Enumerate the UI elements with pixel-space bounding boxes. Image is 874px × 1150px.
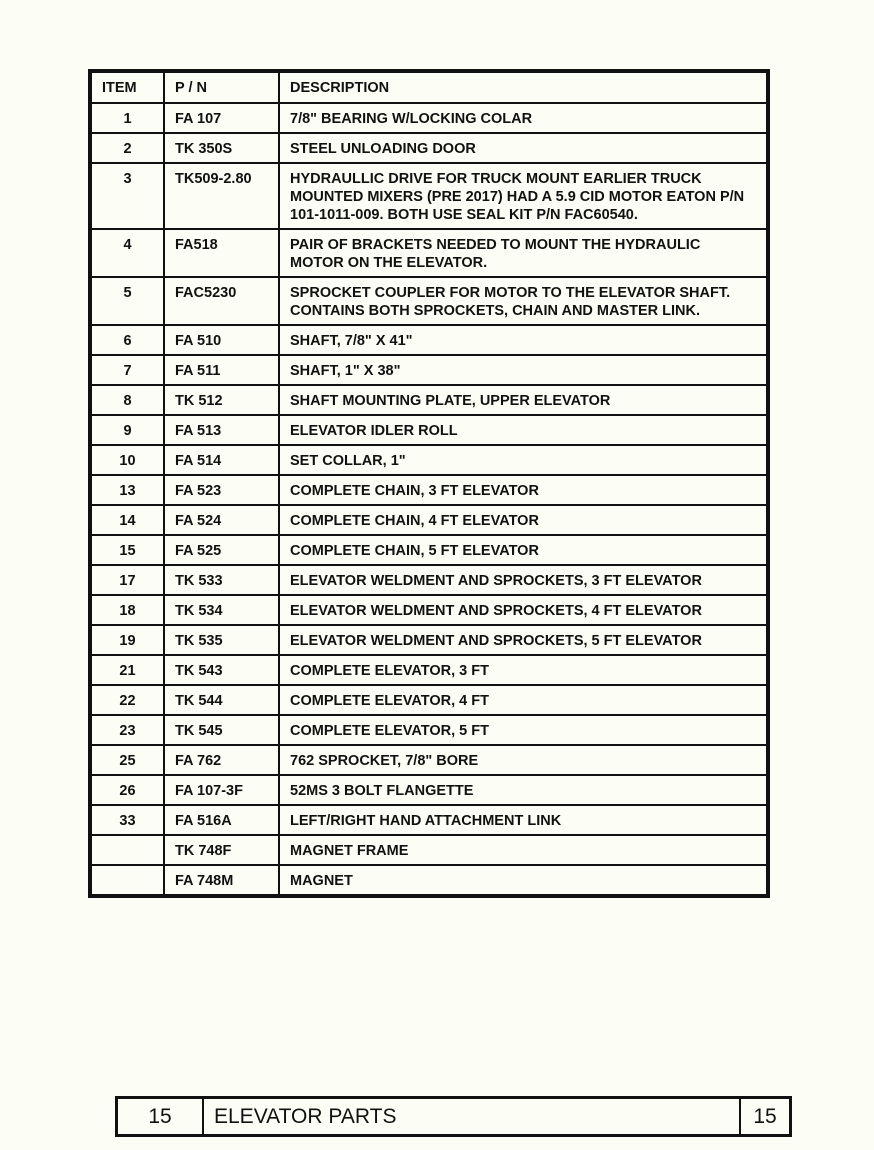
item-cell: 33 <box>90 805 164 835</box>
part-number-cell: FA 524 <box>164 505 279 535</box>
table-row <box>90 475 768 505</box>
header-description: DESCRIPTION <box>279 71 768 103</box>
part-number-cell: FA 748M <box>164 865 279 896</box>
description-cell: STEEL UNLOADING DOOR <box>279 133 768 163</box>
header-item: ITEM <box>90 71 164 103</box>
item-cell: 1 <box>90 103 164 133</box>
description-cell: LEFT/RIGHT HAND ATTACHMENT LINK <box>279 805 768 835</box>
part-number-cell: TK 534 <box>164 595 279 625</box>
table-row <box>90 685 768 715</box>
description-cell: HYDRAULLIC DRIVE FOR TRUCK MOUNT EARLIER TRUCK MOUNTED MIXERS (PRE 2017) HAD A 5.9 CID MOTOR EATON P/N 101-1011-009. BOTH USE SEAL KIT P/N FAC60540. <box>279 163 768 229</box>
table-row <box>90 103 768 133</box>
section-title: ELEVATOR PARTS <box>204 1099 741 1134</box>
item-cell: 23 <box>90 715 164 745</box>
description-cell: ELEVATOR WELDMENT AND SPROCKETS, 3 FT ELEVATOR <box>279 565 768 595</box>
part-number-cell: FA 107 <box>164 103 279 133</box>
item-cell: 14 <box>90 505 164 535</box>
part-number-cell: FA 762 <box>164 745 279 775</box>
description-cell: COMPLETE CHAIN, 3 FT ELEVATOR <box>279 475 768 505</box>
item-cell: 15 <box>90 535 164 565</box>
table-row <box>90 505 768 535</box>
item-cell: 7 <box>90 355 164 385</box>
description-cell: COMPLETE CHAIN, 4 FT ELEVATOR <box>279 505 768 535</box>
table-row <box>90 385 768 415</box>
item-cell: 2 <box>90 133 164 163</box>
table-body <box>90 103 768 896</box>
table-row <box>90 865 768 896</box>
part-number-cell: FA 523 <box>164 475 279 505</box>
part-number-cell: FA 510 <box>164 325 279 355</box>
parts-table <box>88 69 770 898</box>
item-cell: 13 <box>90 475 164 505</box>
item-cell: 25 <box>90 745 164 775</box>
item-cell: 26 <box>90 775 164 805</box>
item-cell: 3 <box>90 163 164 229</box>
description-cell: PAIR OF BRACKETS NEEDED TO MOUNT THE HYDRAULIC MOTOR ON THE ELEVATOR. <box>279 229 768 277</box>
description-cell: COMPLETE CHAIN, 5 FT ELEVATOR <box>279 535 768 565</box>
item-cell: 9 <box>90 415 164 445</box>
part-number-cell: FA 514 <box>164 445 279 475</box>
description-cell: SET COLLAR, 1" <box>279 445 768 475</box>
table-row <box>90 163 768 229</box>
description-cell: ELEVATOR WELDMENT AND SPROCKETS, 5 FT ELEVATOR <box>279 625 768 655</box>
table-row <box>90 325 768 355</box>
part-number-cell: FA 516A <box>164 805 279 835</box>
part-number-cell: TK509-2.80 <box>164 163 279 229</box>
table-row <box>90 535 768 565</box>
part-number-cell: FA 525 <box>164 535 279 565</box>
item-cell: 17 <box>90 565 164 595</box>
description-cell: 7/8" BEARING W/LOCKING COLAR <box>279 103 768 133</box>
table-row <box>90 835 768 865</box>
description-cell: COMPLETE ELEVATOR, 3 FT <box>279 655 768 685</box>
description-cell: SPROCKET COUPLER FOR MOTOR TO THE ELEVATOR SHAFT. CONTAINS BOTH SPROCKETS, CHAIN AND MASTER LINK. <box>279 277 768 325</box>
item-cell: 4 <box>90 229 164 277</box>
description-cell: ELEVATOR WELDMENT AND SPROCKETS, 4 FT ELEVATOR <box>279 595 768 625</box>
part-number-cell: TK 748F <box>164 835 279 865</box>
item-cell <box>90 865 164 896</box>
item-cell: 18 <box>90 595 164 625</box>
part-number-cell: FAC5230 <box>164 277 279 325</box>
table-row <box>90 415 768 445</box>
table-row <box>90 277 768 325</box>
table-row <box>90 655 768 685</box>
description-cell: 52MS 3 BOLT FLANGETTE <box>279 775 768 805</box>
part-number-cell: TK 350S <box>164 133 279 163</box>
item-cell: 21 <box>90 655 164 685</box>
table-row <box>90 355 768 385</box>
table-row <box>90 775 768 805</box>
item-cell: 22 <box>90 685 164 715</box>
table-row <box>90 445 768 475</box>
page-number-left: 15 <box>118 1099 204 1134</box>
page-number-right: 15 <box>753 1104 777 1128</box>
part-number-cell: TK 512 <box>164 385 279 415</box>
part-number-cell: FA 107-3F <box>164 775 279 805</box>
part-number-cell: TK 543 <box>164 655 279 685</box>
item-cell <box>90 835 164 865</box>
table-row <box>90 595 768 625</box>
table-row <box>90 229 768 277</box>
description-cell: MAGNET FRAME <box>279 835 768 865</box>
item-cell: 19 <box>90 625 164 655</box>
table-row <box>90 565 768 595</box>
part-number-cell: FA518 <box>164 229 279 277</box>
part-number-cell: TK 533 <box>164 565 279 595</box>
description-cell: SHAFT, 1" X 38" <box>279 355 768 385</box>
description-cell: 762 SPROCKET, 7/8" BORE <box>279 745 768 775</box>
item-cell: 5 <box>90 277 164 325</box>
description-cell: SHAFT MOUNTING PLATE, UPPER ELEVATOR <box>279 385 768 415</box>
description-cell: ELEVATOR IDLER ROLL <box>279 415 768 445</box>
table-row <box>90 745 768 775</box>
part-number-cell: FA 513 <box>164 415 279 445</box>
table-row <box>90 805 768 835</box>
part-number-cell: TK 545 <box>164 715 279 745</box>
page-footer <box>115 1096 792 1137</box>
table-row <box>90 133 768 163</box>
item-cell: 6 <box>90 325 164 355</box>
description-cell: SHAFT, 7/8" X 41" <box>279 325 768 355</box>
part-number-cell: TK 535 <box>164 625 279 655</box>
description-cell: MAGNET <box>279 865 768 896</box>
description-cell: COMPLETE ELEVATOR, 4 FT <box>279 685 768 715</box>
part-number-cell: FA 511 <box>164 355 279 385</box>
part-number-cell: TK 544 <box>164 685 279 715</box>
table-row <box>90 715 768 745</box>
table-row <box>90 625 768 655</box>
description-cell: COMPLETE ELEVATOR, 5 FT <box>279 715 768 745</box>
item-cell: 8 <box>90 385 164 415</box>
table-header-row <box>90 71 768 103</box>
item-cell: 10 <box>90 445 164 475</box>
header-pn: P / N <box>164 71 279 103</box>
